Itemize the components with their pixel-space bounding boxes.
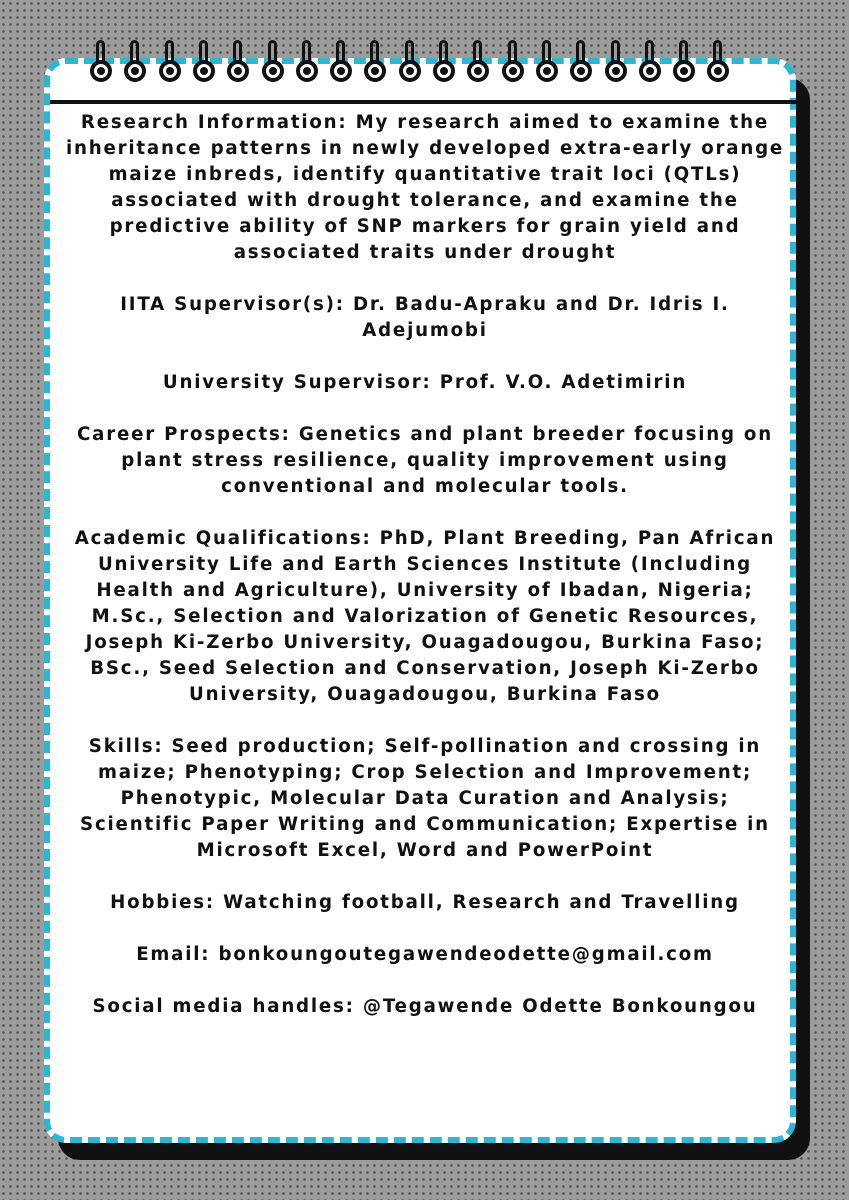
research-information: Research Information: My research aimed to examine the inheritance patterns in newly developed extra-early orange maize inbreds, identify quantitative trait loci (QTLs) associated with drought tolerance, and examine the predictive ability of SNP markers for grain yield and associated traits under drought [65,112,785,263]
hobbies: Hobbies: Watching football, Research and Travelling [110,892,740,913]
skills: Skills: Seed production; Self-pollination and crossing in maize; Phenotyping; Crop Selection and Improvement; Phenotypic, Molecular Data Curation and Analysis; Scientific Paper Writing and Communication; Expertise in Microsoft Excel, Word and PowerPoint [80,736,770,861]
university-supervisor: University Supervisor: Prof. V.O. Adetimirin [162,372,688,393]
academic-qualifications: Academic Qualifications: PhD, Plant Breeding, Pan African University Life and Earth Sciences Institute (Including Health and Agriculture), University of Ibadan, Nigeria; M.Sc., Selection and Valorization of Genetic Resources, Joseph Ki-Zerbo University, Ouagadougou, Burkina Faso; BSc., Seed Selection and Conservation, Joseph Ki-Zerbo University, Ouagadougou, Burkina Faso [74,528,776,705]
profile-text [60,110,790,1046]
binding-line [50,100,800,104]
career-prospects: Career Prospects: Genetics and plant breeder focusing on plant stress resilience, quality improvement using conventional and molecular tools. [77,424,773,497]
email[interactable]: Email: bonkoungoutegawendeodette@gmail.com [136,944,714,965]
iita-supervisors: IITA Supervisor(s): Dr. Badu-Apraku and Dr. Idris I. Adejumobi [120,294,730,341]
social-media-handles[interactable]: Social media handles: @Tegawende Odette Bonkoungou [92,996,758,1017]
